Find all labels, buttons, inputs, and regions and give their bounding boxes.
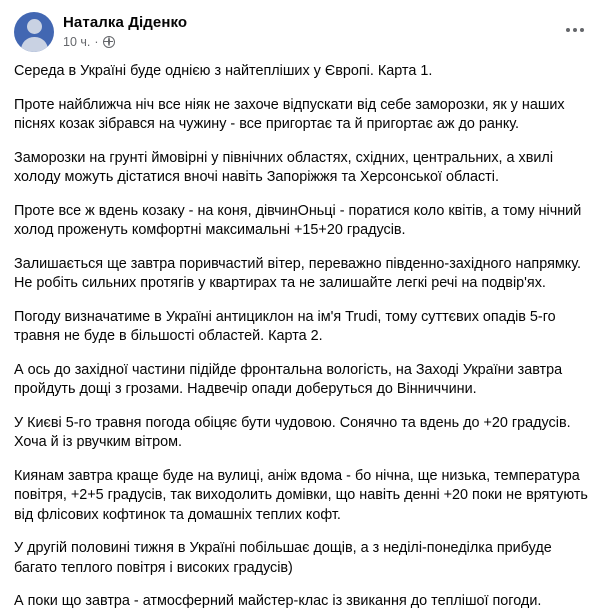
- avatar-head-shape: [27, 19, 42, 34]
- post-paragraph: У другій половині тижня в Україні побільшає дощів, а з неділі-понеділка прибуде багато теплого повітря і високих градусів): [14, 540, 552, 576]
- post-paragraph: А ось до західної частини підійде фронтальна вологість, на Заході України завтра пройдуть дощі з грозами. Надвечір опади доберуться до Вінниччини.: [14, 361, 563, 397]
- post-paragraph: Проте все ж вдень козаку - на коня, дівчинОньці - поратися коло квітів, а тому нічний холод проженуть комфортні максимальні +15+20 градусів.: [14, 202, 582, 238]
- post-paragraph: Киянам завтра краще буде на вулиці, аніж вдома - бо нічна, ще низька, температура повітря, +2+5 градусів, так виходолить домівки, що навіть денні +20 поки не врятують від флісових кофтинок та домашніх теплих кофт.: [14, 467, 588, 523]
- post-header-text: [63, 12, 187, 50]
- post-paragraph: Проте найближча ніч все ніяк не захоче відпускати від себе заморозки, як у наших піснях козак зібрався на чужину - все пригортає та й пригортає аж до ранку.: [14, 96, 565, 132]
- post-paragraph: Середа в Україні буде однією з найтепліших у Європі. Карта 1.: [14, 63, 433, 79]
- post-timestamp[interactable]: 10 ч.: [63, 35, 91, 49]
- author-name[interactable]: Наталка Діденко: [63, 14, 188, 31]
- post-paragraph: Залишається ще завтра поривчастий вітер, переважно південно-західного напрямку. Не робіть сильних протягів у квартирах та не залишайте легкі речі на подвір'ях.: [14, 255, 581, 291]
- post-paragraph: У Києві 5-го травня погода обіцяє бути чудовою. Сонячно та вдень до +20 градусів. Хоча й із рвучким вітром.: [14, 414, 571, 450]
- post-paragraph: Заморозки на грунті ймовірні у північних областях, східних, центральних, а хвилі холоду можуть дістатися вночі навіть Запоріжжя та Херсонської області.: [14, 149, 554, 185]
- post-body: [14, 62, 591, 612]
- avatar[interactable]: [14, 12, 54, 52]
- ellipsis-icon-dot-2: [573, 28, 577, 32]
- more-options-button[interactable]: [559, 14, 591, 46]
- post-paragraph: А поки що завтра - атмосферний майстер-клас із звикання до теплішої погоди.: [14, 593, 542, 609]
- avatar-body-shape: [21, 37, 48, 52]
- post-paragraph: Погоду визначатиме в Україні антициклон на ім'я Trudi, тому суттєвих опадів 5-го травня не буде в більшості областей. Карта 2.: [14, 308, 556, 344]
- ellipsis-icon-dot-1: [566, 28, 570, 32]
- post-meta: [63, 34, 187, 50]
- meta-separator: ·: [94, 35, 99, 49]
- post-header: [14, 12, 591, 52]
- ellipsis-icon-dot-3: [580, 28, 584, 32]
- globe-icon: [103, 36, 115, 48]
